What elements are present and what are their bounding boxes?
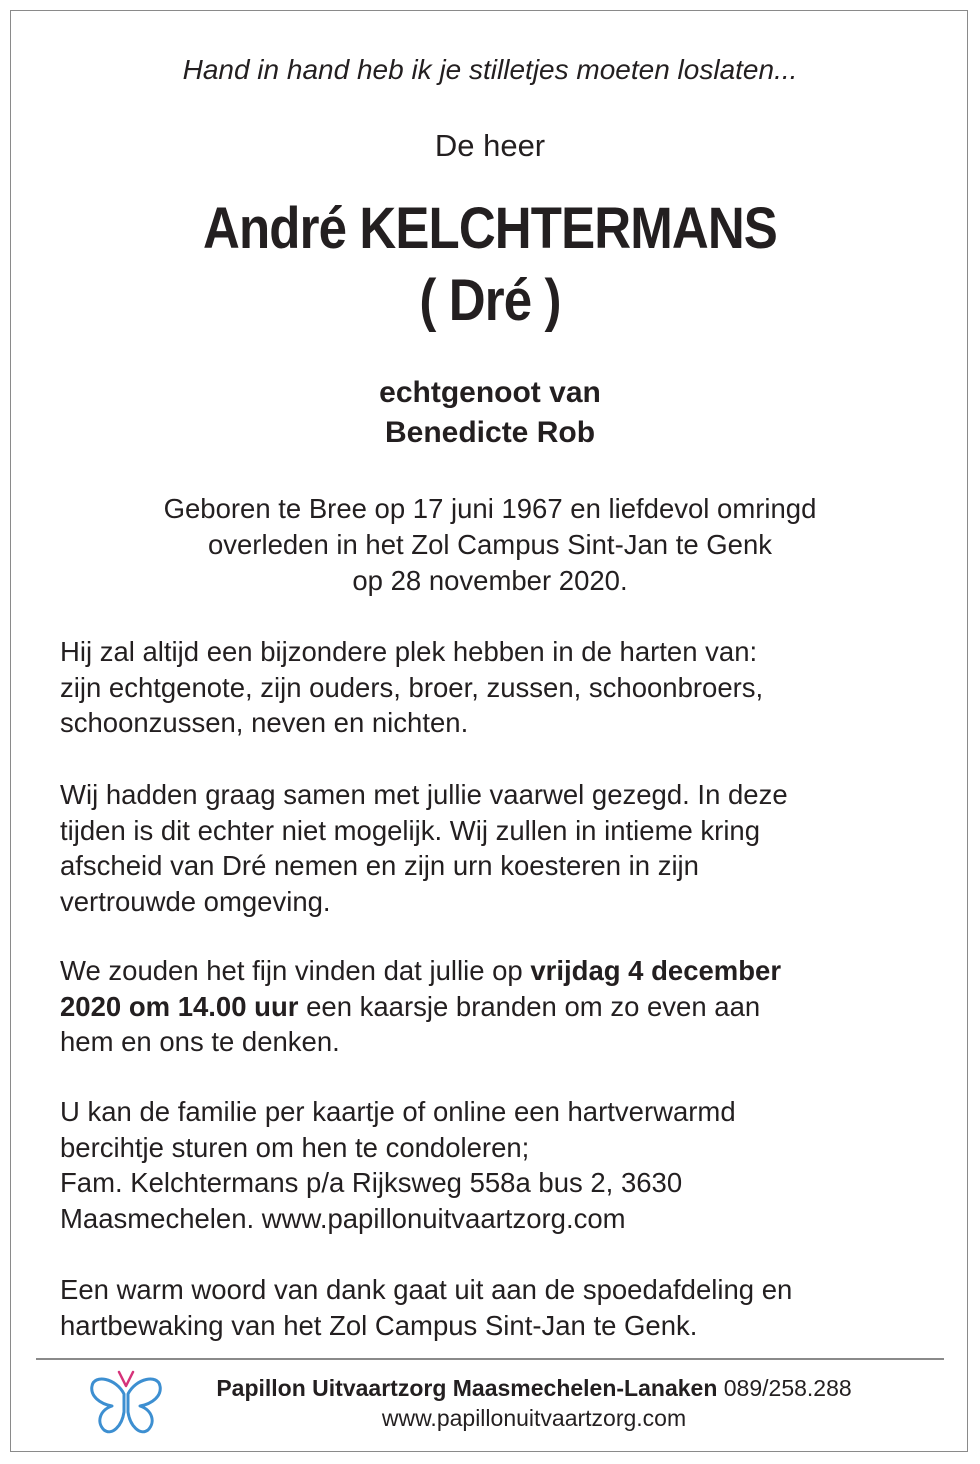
spouse-block [0,373,980,453]
text-span: We zouden het fijn vinden dat jullie op [60,955,531,986]
full-name: André KELCHTERMANS [203,196,777,261]
motto: Hand in hand heb ik je stilletjes moeten loslaten... [182,54,798,85]
text-line: Fam. Kelchtermans p/a Rijksweg 558a bus 2, 3630 [60,1167,683,1198]
family-paragraph [60,634,940,741]
funeral-home-footer [180,1373,888,1433]
text-line: Een warm woord van dank gaat uit aan de spoedafdeling en [60,1274,793,1305]
spouse-name: Benedicte Rob [384,416,596,449]
honorific: De heer [434,128,546,163]
event-date: vrijdag 4 december [530,955,782,986]
nickname: ( Dré ) [419,268,561,333]
text-line: vertrouwde omgeving. [60,885,331,917]
text-line: afscheid van Dré nemen en zijn urn koesteren in zijn [60,850,699,881]
death-place-line: overleden in het Zol Campus Sint-Jan te Genk [207,529,773,560]
farewell-paragraph [60,777,940,919]
text-line: tijden is dit echter niet mogelijk. Wij zullen in intieme kring [60,814,761,846]
death-date-line: op 28 november 2020. [352,565,628,596]
butterfly-icon [86,1364,166,1444]
thanks-paragraph [60,1272,940,1343]
footer-divider [36,1358,944,1360]
text-line [60,989,940,1025]
company-phone: 089/258.288 [717,1375,852,1401]
condolence-paragraph [60,1094,940,1236]
text-line: Wij hadden graag samen met jullie vaarwel gezegd. In deze [60,779,788,810]
text-line: U kan de familie per kaartje of online een hartverwarmd [60,1096,736,1127]
spouse-relation: echtgenoot van [379,376,601,409]
text-line: zijn echtgenote, zijn ouders, broer, zussen, schoonbroers, [60,671,764,703]
text-line: hartbewaking van het Zol Campus Sint-Jan te Genk. [60,1309,698,1341]
text-line: Maasmechelen. www.papillonuitvaartzorg.com [60,1202,626,1234]
footer-line [180,1373,888,1403]
company-website: www.papillonuitvaartzorg.com [381,1405,687,1431]
text-line: Hij zal altijd een bijzondere plek hebben in de harten van: [60,636,758,667]
text-span: een kaarsje branden om zo even aan [298,990,761,1022]
text-line [60,953,940,989]
birth-death-info [0,491,980,599]
deceased-name [59,193,921,337]
event-time: 2020 om 14.00 uur [60,990,299,1022]
text-line: bercihtje sturen om hen te condoleren; [60,1131,530,1163]
company-name: Papillon Uitvaartzorg Maasmechelen-Lanaken [216,1375,718,1401]
text-line: hem en ons te denken. [60,1026,340,1057]
birth-line: Geboren te Bree op 17 juni 1967 en liefdevol omringd [163,493,817,524]
candle-paragraph [60,953,940,1060]
text-line: schoonzussen, neven en nichten. [60,707,469,738]
